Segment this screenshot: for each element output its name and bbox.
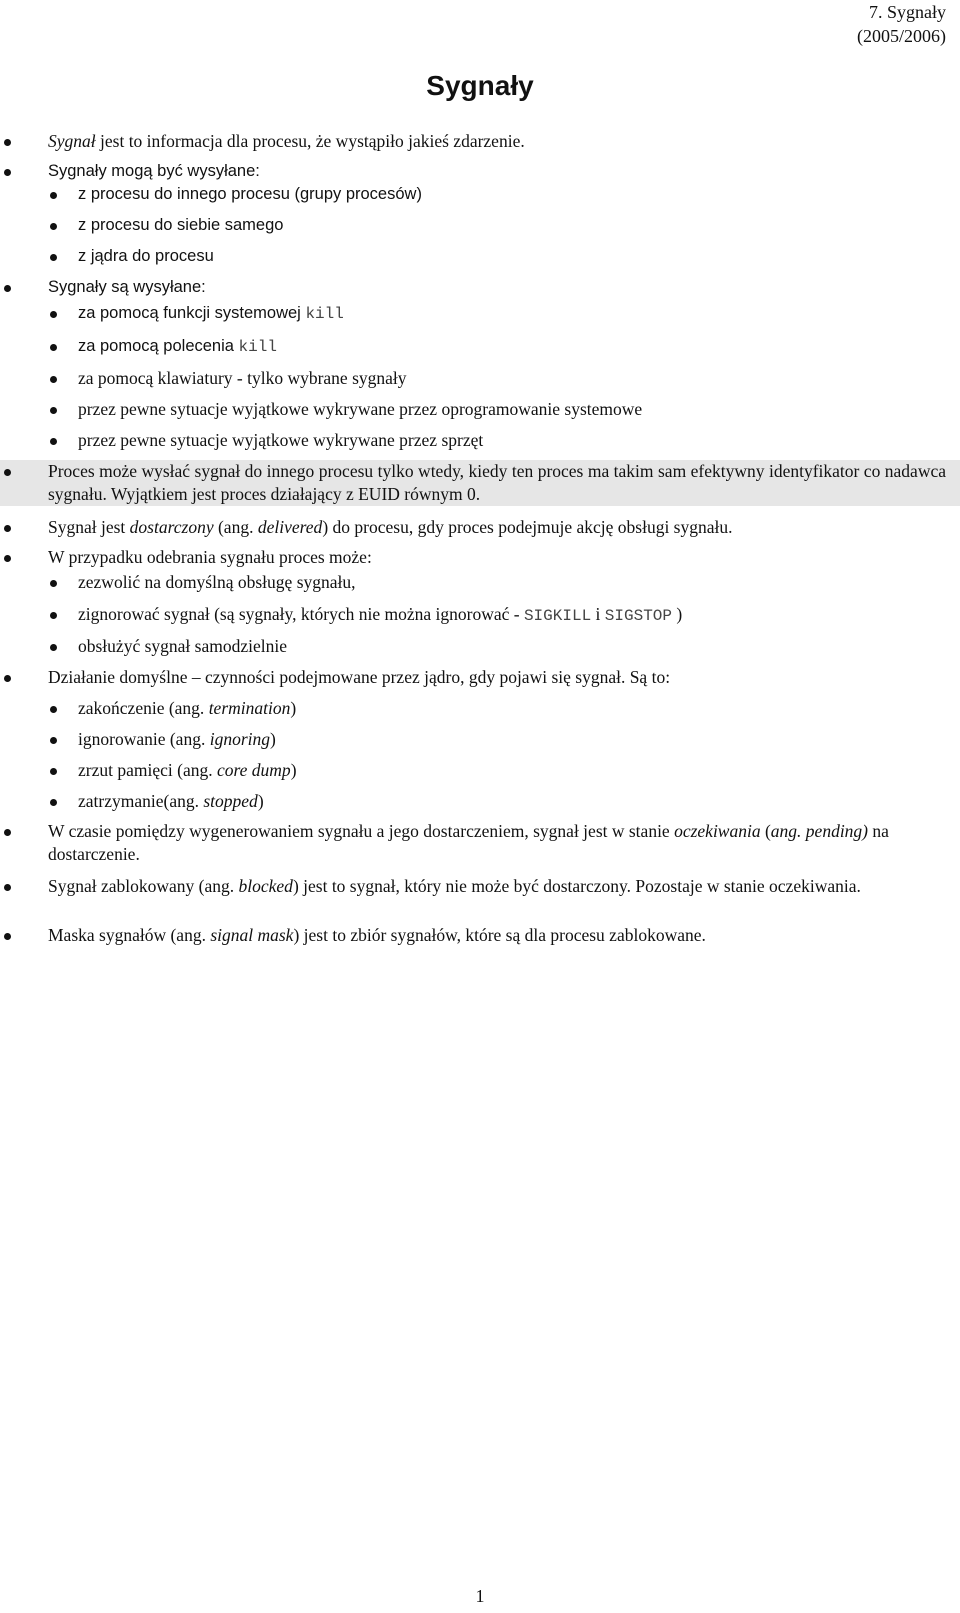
bullet-icon	[50, 737, 57, 744]
list-item	[0, 666, 960, 689]
bullet-icon	[4, 829, 11, 836]
text-run: ) jest to zbiór sygnałów, które są dla procesu zablokowane.	[293, 925, 706, 945]
bullet-icon	[50, 223, 57, 230]
text-run: (	[760, 821, 771, 841]
text-run: Sygnały są wysyłane:	[48, 278, 206, 296]
bullet-icon	[50, 612, 57, 619]
bullet-icon	[50, 192, 57, 199]
text-run: ) do procesu, gdy proces podejmuje akcję obsługi sygnału.	[322, 517, 733, 537]
sub-list-item	[0, 335, 960, 359]
list-item	[0, 276, 960, 299]
text-run: (ang.	[213, 517, 258, 537]
code-text: SIGSTOP	[604, 607, 673, 625]
list-item	[0, 516, 960, 539]
italic-term: signal mask	[210, 925, 294, 945]
italic-term: core dump	[216, 760, 291, 780]
text-run: jest to informacja dla procesu, że wystąpiło jakieś zdarzenie.	[95, 131, 525, 151]
text-run: za pomocą funkcji systemowej	[78, 304, 306, 322]
sub-list-item	[0, 571, 960, 594]
sub-list-item	[0, 367, 960, 390]
text-run: W czasie pomiędzy wygenerowaniem sygnału a jego dostarczeniem, sygnał jest w stanie	[48, 821, 675, 841]
text-run: Sygnał zablokowany (ang.	[48, 876, 239, 896]
text-run: )	[290, 760, 297, 780]
text-run: W przypadku odebrania sygnału proces może:	[48, 547, 372, 567]
text-run: ) jest to sygnał, który nie może być dostarczony. Pozostaje w stanie oczekiwania.	[292, 876, 861, 896]
text-run: )	[672, 604, 683, 624]
text-run: zezwolić na domyślną obsługę sygnału,	[78, 572, 356, 592]
list-item	[0, 875, 960, 898]
text-run: )	[290, 698, 297, 718]
bullet-icon	[50, 254, 57, 261]
bullet-icon	[4, 675, 11, 682]
text-run: na dostarczenie.	[48, 821, 889, 864]
bullet-icon	[4, 169, 11, 176]
text-run: ignorowanie (ang.	[78, 729, 210, 749]
text-run: zrzut pamięci (ang.	[78, 760, 217, 780]
bullet-icon	[50, 344, 57, 351]
sub-list-item	[0, 214, 960, 237]
bullet-icon	[4, 285, 11, 292]
sub-list-item	[0, 697, 960, 720]
bullet-icon	[50, 407, 57, 414]
text-run: )	[257, 791, 264, 811]
sub-list-item	[0, 183, 960, 206]
sub-list-item	[0, 603, 960, 628]
list-item	[0, 160, 960, 183]
page-title: Sygnały	[426, 70, 534, 101]
code-text: SIGKILL	[523, 607, 592, 625]
text-run: Proces może wysłać sygnał do innego procesu tylko wtedy, kiedy ten proces ma takim sam efektywny identyfikator co nadawca sygnału. Wyjątkiem jest proces działający z EUID równym 0.	[48, 461, 946, 504]
text-run: Działanie domyślne – czynności podejmowane przez jądro, gdy pojawi się sygnał. Są to:	[48, 667, 671, 687]
text-run: obsłużyć sygnał samodzielnie	[78, 636, 287, 656]
sub-list-item	[0, 635, 960, 658]
italic-term: termination	[208, 698, 291, 718]
sub-list-item	[0, 429, 960, 452]
italic-term: ignoring	[209, 729, 270, 749]
sub-list-item	[0, 302, 960, 326]
bullet-icon	[50, 644, 57, 651]
text-run: Maska sygnałów (ang.	[48, 925, 211, 945]
text-run: zatrzymanie(ang.	[78, 791, 204, 811]
text-run: Sygnały mogą być wysyłane:	[48, 162, 260, 180]
page-header	[857, 0, 946, 48]
bullet-icon	[4, 469, 11, 476]
text-run: )	[270, 729, 276, 749]
bullet-icon	[4, 525, 11, 532]
bullet-icon	[50, 376, 57, 383]
text-run: za pomocą polecenia	[78, 337, 239, 355]
text-run: przez pewne sytuacje wyjątkowe wykrywane przez sprzęt	[78, 430, 484, 450]
text-run: zakończenie (ang.	[78, 698, 209, 718]
bullet-icon	[4, 555, 11, 562]
code-text: kill	[238, 338, 277, 356]
text-run: zignorować sygnał (są sygnały, których nie można ignorować -	[78, 604, 524, 624]
bullet-icon	[50, 438, 57, 445]
page-number: 1	[475, 1586, 485, 1606]
list-item	[0, 546, 960, 569]
bullet-icon	[50, 580, 57, 587]
text-run: przez pewne sytuacje wyjątkowe wykrywane przez oprogramowanie systemowe	[78, 399, 643, 419]
list-item	[0, 460, 960, 506]
bullet-icon	[50, 311, 57, 318]
text-run: Sygnał jest	[48, 517, 130, 537]
italic-term: oczekiwania	[674, 821, 761, 841]
list-item	[0, 820, 960, 866]
bullet-icon	[50, 768, 57, 775]
italic-term: stopped	[203, 791, 258, 811]
text-run: z procesu do siebie samego	[78, 216, 284, 234]
italic-term: blocked	[238, 876, 293, 896]
chapter-label: 7. Sygnały	[868, 2, 946, 22]
bullet-icon	[50, 799, 57, 806]
bullet-icon	[50, 706, 57, 713]
italic-term: Sygnał	[48, 131, 96, 151]
text-run: z procesu do innego procesu (grupy procesów)	[78, 185, 422, 203]
list-item	[0, 130, 960, 153]
list-item	[0, 924, 960, 947]
year-label: (2005/2006)	[857, 26, 946, 46]
text-run: za pomocą klawiatury - tylko wybrane sygnały	[78, 368, 407, 388]
text-run: z jądra do procesu	[78, 247, 214, 265]
code-text: kill	[305, 305, 344, 323]
sub-list-item	[0, 398, 960, 421]
italic-term: ang. pending)	[770, 821, 869, 841]
text-run: i	[591, 604, 605, 624]
sub-list-item	[0, 790, 960, 813]
sub-list-item	[0, 759, 960, 782]
bullet-icon	[4, 139, 11, 146]
italic-term: delivered	[257, 517, 323, 537]
bullet-icon	[4, 933, 11, 940]
italic-term: dostarczony	[129, 517, 214, 537]
sub-list-item	[0, 728, 960, 751]
sub-list-item	[0, 245, 960, 268]
bullet-icon	[4, 884, 11, 891]
